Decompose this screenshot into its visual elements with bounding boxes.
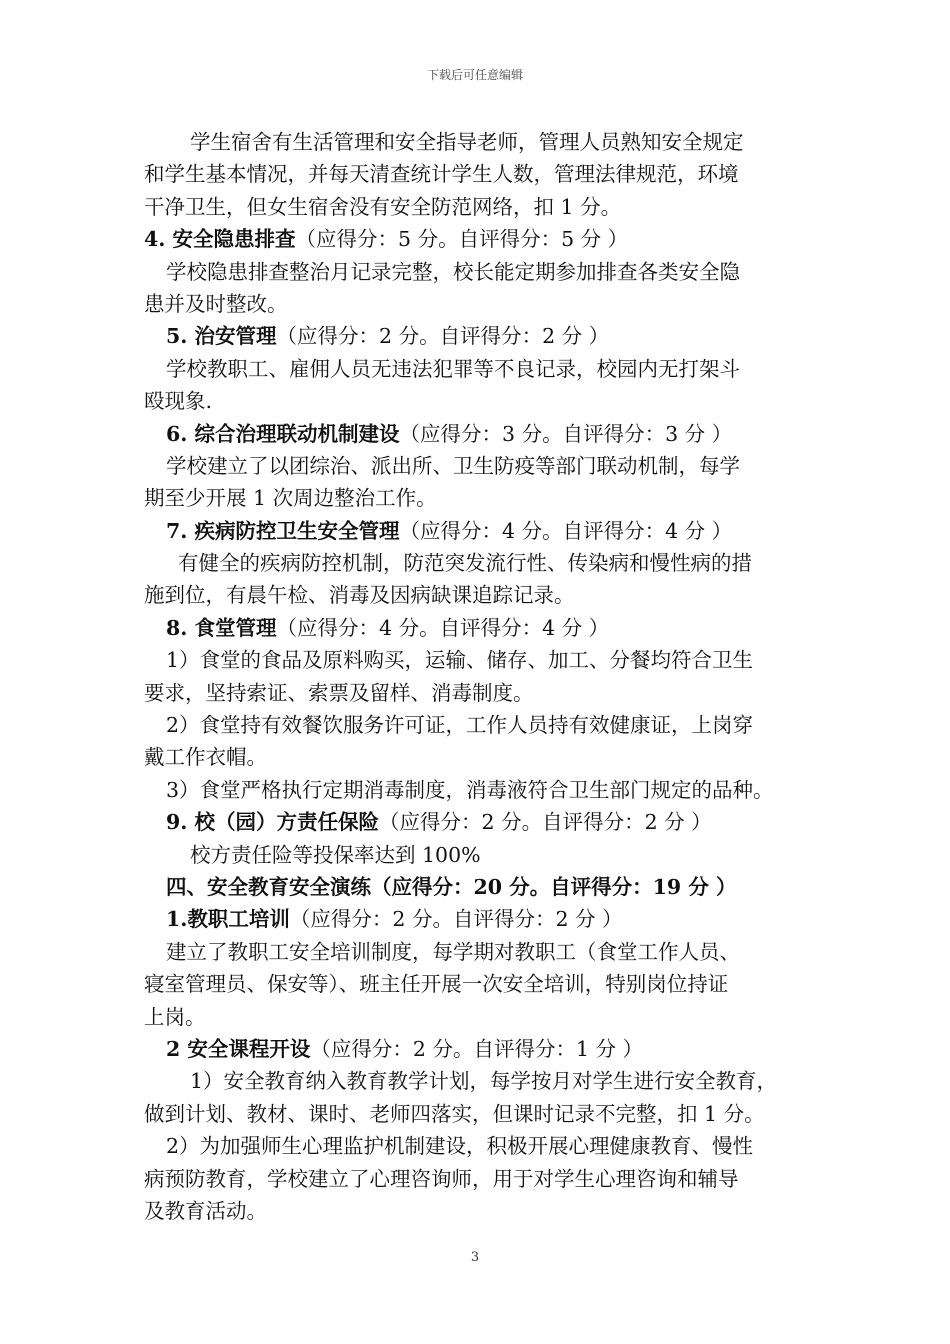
text-line (144, 806, 822, 838)
body-text: （应得分：2 分。自评得分：2 分 ） (289, 907, 623, 932)
text-line (144, 968, 822, 1000)
text-line (144, 1195, 822, 1227)
body-text: 3）食堂严格执行定期消毒制度，消毒液符合卫生部门规定的品种。 (166, 777, 774, 802)
body-text: 患并及时整改。 (144, 291, 288, 316)
body-text: （应得分：4 分。自评得分：4 分 ） (276, 615, 610, 640)
text-line (144, 677, 822, 709)
text-line (144, 418, 822, 450)
text-line (144, 450, 822, 482)
body-text: 干净卫生，但女生宿舍没有安全防范网络，扣 1 分。 (144, 194, 622, 219)
text-line (144, 871, 822, 903)
document-body (144, 126, 822, 1227)
text-line (144, 288, 822, 320)
section-heading: 1.教职工培训 (166, 907, 290, 932)
text-line (144, 839, 822, 871)
section-heading: 6. 综合治理联动机制建设 (166, 421, 400, 446)
body-text: 上岗。 (144, 1004, 206, 1029)
body-text: （应得分：3 分。自评得分：3 分 ） (399, 421, 733, 446)
text-line (144, 1001, 822, 1033)
text-line (144, 936, 822, 968)
body-text: 要求，坚持索证、索票及留样、消毒制度。 (144, 680, 534, 705)
body-text: 期至少开展 1 次周边整治工作。 (144, 486, 437, 511)
text-line (144, 158, 822, 190)
body-text: 2）食堂持有效餐饮服务许可证，工作人员持有效健康证，上岗穿 (166, 713, 754, 738)
text-line (144, 579, 822, 611)
body-text: 有健全的疾病防控机制，防范突发流行性、传染病和慢性病的措 (178, 551, 752, 576)
page-number: 3 (470, 1250, 480, 1265)
body-text: 学生宿舍有生活管理和安全指导老师，管理人员熟知安全规定 (190, 130, 744, 154)
text-line (144, 482, 822, 514)
text-line (144, 256, 822, 288)
body-text: 及教育活动。 (144, 1198, 267, 1223)
body-text: （应得分：4 分。自评得分：4 分 ） (399, 518, 733, 543)
body-text: 学校教职工、雇佣人员无违法犯罪等不良记录，校园内无打架斗 (166, 356, 740, 381)
body-text: 1）安全教育纳入教育教学计划，每学按月对学生进行安全教育， (190, 1069, 778, 1094)
body-text: 寝室管理员、保安等）、班主任开展一次安全培训，特别岗位持证 (144, 972, 729, 997)
section-heading: 四、安全教育安全演练（应得分：20 分。自评得分：19 分 ） (166, 874, 737, 899)
text-line (144, 903, 822, 935)
body-text: （应得分：2 分。自评得分：2 分 ） (276, 324, 610, 349)
body-text: 2）为加强师生心理监护机制建设，积极开展心理健康教育、慢性 (166, 1134, 754, 1159)
text-line (144, 1130, 822, 1162)
body-text: 学校隐患排查整治月记录完整，校长能定期参加排查各类安全隐 (166, 259, 740, 284)
body-text: 殴现象. (144, 389, 213, 414)
body-text: 学校建立了以团综治、派出所、卫生防疫等部门联动机制，每学 (166, 453, 740, 478)
body-text: 建立了教职工安全培训制度，每学期对教职工（食堂工作人员、 (166, 939, 740, 964)
text-line (144, 320, 822, 352)
text-line (144, 1163, 822, 1195)
text-line (144, 1065, 822, 1097)
section-heading: 8. 食堂管理 (166, 615, 277, 640)
text-line (144, 515, 822, 547)
text-line (144, 612, 822, 644)
section-heading: 4. 安全隐患排查 (144, 227, 296, 252)
text-line (144, 385, 822, 417)
body-text: 校方责任险等投保率达到 100% (190, 842, 481, 867)
body-text: （应得分：5 分。自评得分：5 分 ） (295, 227, 629, 252)
text-line (144, 547, 822, 579)
body-text: 和学生基本情况，并每天清查统计学生人数，管理法律规范，环境 (144, 162, 739, 187)
section-heading: 7. 疾病防控卫生安全管理 (166, 518, 400, 543)
text-line (144, 353, 822, 385)
page-header: 下载后可任意编辑 (426, 68, 523, 82)
text-line (144, 191, 822, 223)
text-line (144, 709, 822, 741)
body-text: （应得分：2 分。自评得分：1 分 ） (310, 1036, 644, 1061)
text-line (144, 1033, 822, 1065)
text-line (144, 223, 822, 255)
body-text: 施到位，有晨午检、消毒及因病缺课追踪记录。 (144, 583, 575, 608)
section-heading: 5. 治安管理 (166, 324, 277, 349)
body-text: 1）食堂的食品及原料购买，运输、储存、加工、分餐均符合卫生 (166, 648, 754, 673)
text-line (144, 741, 822, 773)
text-line (144, 644, 822, 676)
body-text: 戴工作衣帽。 (144, 745, 267, 770)
section-heading: 2 安全课程开设 (166, 1036, 311, 1061)
text-line (144, 126, 822, 158)
body-text: 病预防教育，学校建立了心理咨询师，用于对学生心理咨询和辅导 (144, 1166, 739, 1191)
text-line (144, 1098, 822, 1130)
body-text: 做到计划、教材、课时、老师四落实，但课时记录不完整，扣 1 分。 (144, 1101, 765, 1126)
text-line (144, 774, 822, 806)
body-text: （应得分：2 分。自评得分：2 分 ） (379, 810, 712, 835)
section-heading: 9. 校（园）方责任保险 (166, 810, 380, 835)
